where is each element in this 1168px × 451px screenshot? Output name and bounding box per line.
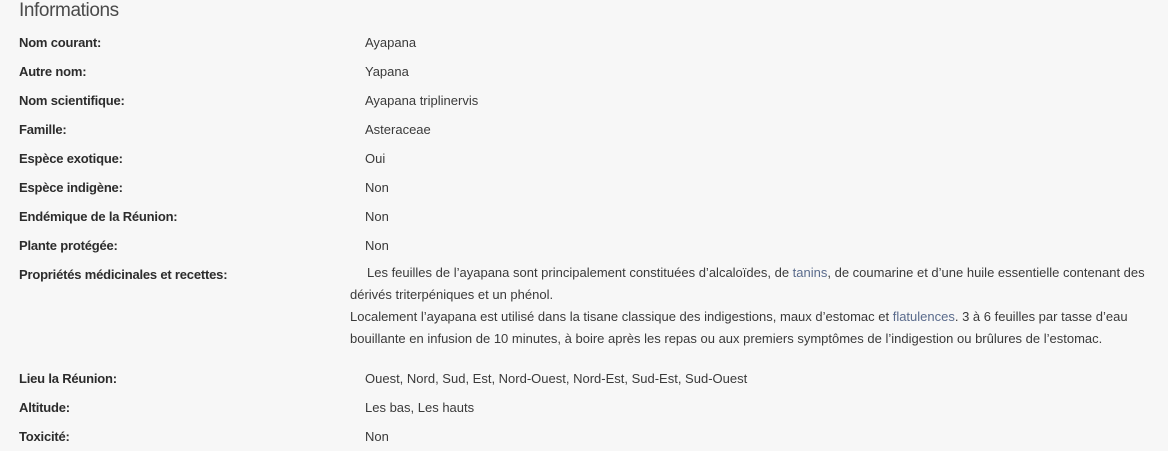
row-nom-scientifique	[0, 86, 1168, 115]
label-autre-nom: Autre nom:	[19, 64, 87, 79]
label-nom-scientifique: Nom scientifique:	[19, 93, 125, 108]
value-toxicite: Non	[365, 429, 389, 444]
value-famille: Asteraceae	[365, 122, 431, 137]
value-nom-courant: Ayapana	[365, 35, 417, 50]
value-altitude: Les bas, Les hauts	[365, 400, 475, 415]
row-plante-protegee	[0, 231, 1168, 260]
value-espece-exotique: Oui	[365, 151, 386, 166]
section-title: Informations	[19, 0, 119, 21]
label-proprietes: Propriétés médicinales et recettes:	[19, 267, 228, 282]
proprietes-p1-text-a: Les feuilles de l’ayapana sont principalement constituées d’alcaloïdes, de	[367, 265, 793, 280]
label-nom-courant: Nom courant:	[19, 35, 102, 50]
row-famille	[0, 115, 1168, 144]
row-toxicite	[0, 422, 1168, 451]
value-endemique: Non	[365, 209, 389, 224]
link-tanins[interactable]: tanins	[792, 265, 828, 280]
label-endemique: Endémique de la Réunion:	[19, 209, 178, 224]
label-lieu: Lieu la Réunion:	[19, 371, 117, 386]
label-espece-exotique: Espèce exotique:	[19, 151, 123, 166]
proprietes-paragraph-2	[350, 306, 1162, 350]
label-toxicite: Toxicité:	[19, 429, 70, 444]
value-lieu: Ouest, Nord, Sud, Est, Nord-Ouest, Nord-Est, Sud-Est, Sud-Ouest	[365, 371, 748, 386]
row-endemique	[0, 202, 1168, 231]
label-espece-indigene: Espèce indigène:	[19, 180, 123, 195]
row-espece-indigene	[0, 173, 1168, 202]
label-altitude: Altitude:	[19, 400, 70, 415]
value-espece-indigene: Non	[365, 180, 389, 195]
proprietes-p2-text-b: . 3 à 6 feuilles par tasse d’eau bouillante en infusion de 10 minutes, à boire après les repas ou aux premiers symptômes de l’indigestion ou brûlures de l’estomac.	[350, 309, 1128, 346]
proprietes-p1-text-b: , de coumarine et d’une huile essentielle contenant des dérivés triterpéniques et un phénol.	[350, 265, 1145, 302]
row-lieu	[0, 364, 1168, 393]
label-plante-protegee: Plante protégée:	[19, 238, 118, 253]
row-altitude	[0, 393, 1168, 422]
link-flatulences[interactable]: flatulences	[892, 309, 955, 324]
label-famille: Famille:	[19, 122, 67, 137]
row-nom-courant	[0, 28, 1168, 57]
row-espece-exotique	[0, 144, 1168, 173]
proprietes-p2-text-a: Localement l’ayapana est utilisé dans la tisane classique des indigestions, maux d’estomac et	[350, 309, 893, 324]
row-autre-nom	[0, 57, 1168, 86]
info-table	[0, 28, 1168, 451]
value-autre-nom: Yapana	[365, 64, 409, 79]
row-proprietes	[0, 260, 1168, 364]
value-proprietes	[350, 260, 1162, 350]
value-plante-protegee: Non	[365, 238, 389, 253]
proprietes-paragraph-1	[350, 262, 1162, 306]
value-nom-scientifique: Ayapana triplinervis	[365, 93, 479, 108]
